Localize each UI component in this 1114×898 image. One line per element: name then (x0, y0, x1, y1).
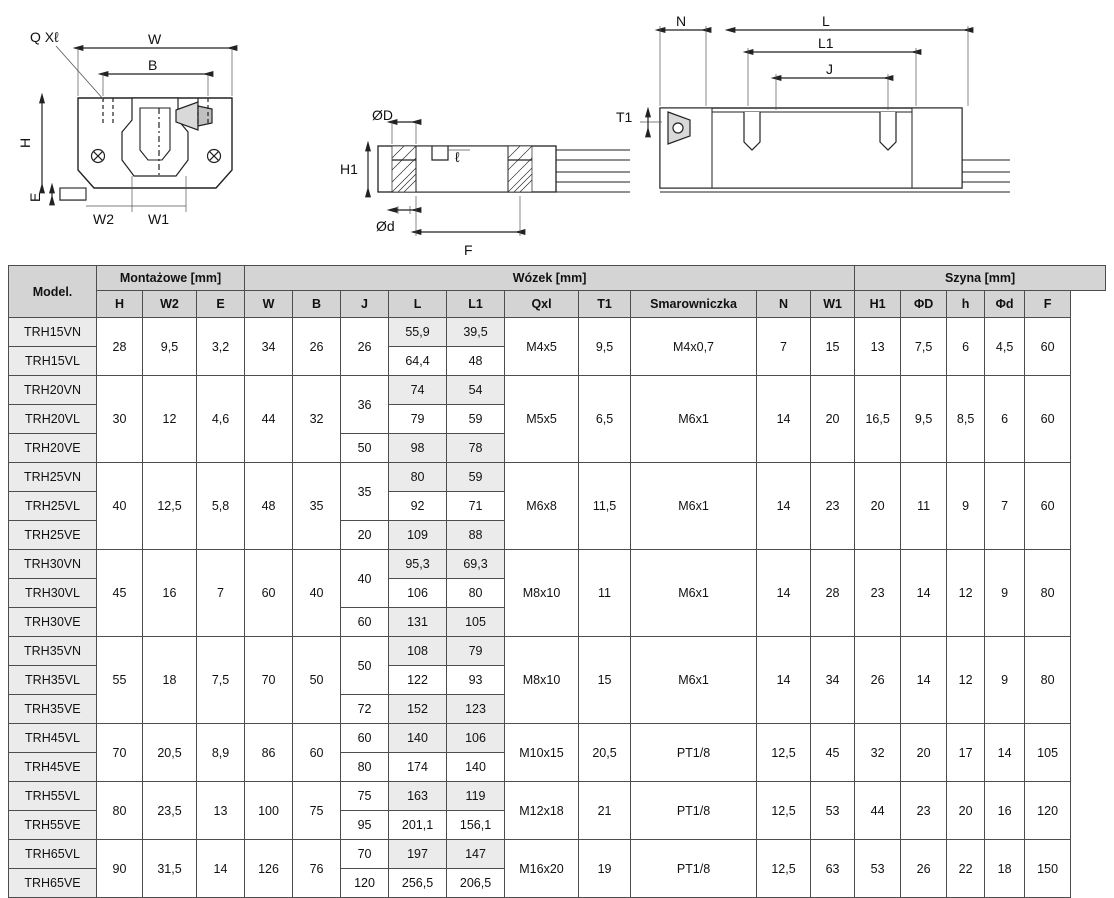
cell-N: 14 (757, 637, 811, 724)
cell-J: 75 (341, 782, 389, 811)
cell-N: 7 (757, 318, 811, 376)
cell-L: 98 (389, 434, 447, 463)
cell-E: 13 (197, 782, 245, 840)
cell-Qxl: M8x10 (505, 550, 579, 637)
drawing-svg (0, 0, 1114, 265)
cell-H1: 16,5 (855, 376, 901, 463)
cell-J: 35 (341, 463, 389, 521)
label-W2: W2 (93, 211, 114, 227)
front-view (42, 46, 232, 212)
header-L1: L1 (447, 291, 505, 318)
cell-T1: 9,5 (579, 318, 631, 376)
header-B: B (293, 291, 341, 318)
carriage-side-view (600, 26, 1010, 192)
cell-H: 55 (97, 637, 143, 724)
specification-table (8, 265, 1106, 898)
cell-H1: 32 (855, 724, 901, 782)
cell-W1: 34 (811, 637, 855, 724)
cell-h: 6 (947, 318, 985, 376)
cell-F: 80 (1025, 637, 1071, 724)
label-N: N (676, 13, 687, 29)
cell-E: 4,6 (197, 376, 245, 463)
label-T1: T1 (616, 109, 633, 125)
cell-W: 60 (245, 550, 293, 637)
cell-W1: 45 (811, 724, 855, 782)
cell-PhiD: 11 (901, 463, 947, 550)
table-column-header-row (9, 291, 1106, 318)
table-row (9, 782, 1106, 811)
cell-L: 92 (389, 492, 447, 521)
cell-W2: 23,5 (143, 782, 197, 840)
cell-PhiD: 9,5 (901, 376, 947, 463)
cell-J: 60 (341, 724, 389, 753)
cell-L1: 59 (447, 463, 505, 492)
cell-model: TRH20VN (9, 376, 97, 405)
label-E: E (27, 192, 43, 202)
cell-F: 105 (1025, 724, 1071, 782)
cell-model: TRH25VN (9, 463, 97, 492)
cell-W: 34 (245, 318, 293, 376)
cell-Qxl: M8x10 (505, 637, 579, 724)
cell-W: 48 (245, 463, 293, 550)
cell-L: 64,4 (389, 347, 447, 376)
cell-H1: 23 (855, 550, 901, 637)
cell-J: 70 (341, 840, 389, 869)
label-F: F (464, 242, 473, 258)
cell-smarowniczka: M6x1 (631, 463, 757, 550)
cell-model: TRH65VE (9, 869, 97, 898)
header-W2: W2 (143, 291, 197, 318)
cell-PhiD: 14 (901, 550, 947, 637)
cell-L1: 140 (447, 753, 505, 782)
cell-L: 80 (389, 463, 447, 492)
cell-W2: 12 (143, 376, 197, 463)
cell-L: 131 (389, 608, 447, 637)
cell-W2: 18 (143, 637, 197, 724)
cell-E: 5,8 (197, 463, 245, 550)
header-L: L (389, 291, 447, 318)
table-row (9, 318, 1106, 347)
cell-E: 3,2 (197, 318, 245, 376)
cell-L: 74 (389, 376, 447, 405)
cell-L1: 71 (447, 492, 505, 521)
cell-W2: 16 (143, 550, 197, 637)
cell-L1: 147 (447, 840, 505, 869)
rail-section-view (368, 122, 630, 236)
table-group-header-row (9, 266, 1106, 291)
table-row (9, 463, 1106, 492)
cell-W: 100 (245, 782, 293, 840)
cell-model: TRH25VL (9, 492, 97, 521)
cell-N: 14 (757, 550, 811, 637)
label-W: W (148, 31, 162, 47)
table-row (9, 376, 1106, 405)
cell-B: 35 (293, 463, 341, 550)
cell-B: 75 (293, 782, 341, 840)
header-W: W (245, 291, 293, 318)
cell-F: 150 (1025, 840, 1071, 898)
header-group-rail: Szyna [mm] (855, 266, 1106, 291)
cell-W2: 31,5 (143, 840, 197, 898)
header-H: H (97, 291, 143, 318)
cell-h: 12 (947, 550, 985, 637)
cell-J: 40 (341, 550, 389, 608)
label-OD: ØD (372, 107, 393, 123)
header-model: Model. (9, 266, 97, 318)
cell-B: 40 (293, 550, 341, 637)
cell-PhiD: 7,5 (901, 318, 947, 376)
cell-PhiD: 26 (901, 840, 947, 898)
cell-H1: 13 (855, 318, 901, 376)
cell-N: 14 (757, 463, 811, 550)
cell-H: 80 (97, 782, 143, 840)
cell-L1: 54 (447, 376, 505, 405)
cell-B: 60 (293, 724, 341, 782)
cell-L: 197 (389, 840, 447, 869)
cell-H1: 44 (855, 782, 901, 840)
cell-model: TRH55VL (9, 782, 97, 811)
cell-J: 50 (341, 434, 389, 463)
cell-H1: 26 (855, 637, 901, 724)
cell-PhiD: 20 (901, 724, 947, 782)
cell-model: TRH20VL (9, 405, 97, 434)
cell-W2: 9,5 (143, 318, 197, 376)
header-PhiD: ΦD (901, 291, 947, 318)
cell-model: TRH35VN (9, 637, 97, 666)
cell-T1: 19 (579, 840, 631, 898)
cell-L1: 123 (447, 695, 505, 724)
cell-H: 28 (97, 318, 143, 376)
cell-L1: 206,5 (447, 869, 505, 898)
cell-Qxl: M12x18 (505, 782, 579, 840)
cell-model: TRH65VL (9, 840, 97, 869)
cell-model: TRH30VN (9, 550, 97, 579)
cell-L1: 80 (447, 579, 505, 608)
cell-J: 72 (341, 695, 389, 724)
header-H1: H1 (855, 291, 901, 318)
cell-PhiD: 23 (901, 782, 947, 840)
header-N: N (757, 291, 811, 318)
cell-L: 163 (389, 782, 447, 811)
cell-W: 126 (245, 840, 293, 898)
cell-L1: 105 (447, 608, 505, 637)
header-Qxl: Qxl (505, 291, 579, 318)
cell-h: 20 (947, 782, 985, 840)
cell-L: 109 (389, 521, 447, 550)
cell-L: 256,5 (389, 869, 447, 898)
cell-W1: 15 (811, 318, 855, 376)
cell-L1: 69,3 (447, 550, 505, 579)
cell-Phid: 4,5 (985, 318, 1025, 376)
cell-Phid: 18 (985, 840, 1025, 898)
label-H1: H1 (340, 161, 358, 177)
cell-B: 50 (293, 637, 341, 724)
cell-L1: 39,5 (447, 318, 505, 347)
cell-model: TRH15VL (9, 347, 97, 376)
cell-J: 26 (341, 318, 389, 376)
cell-L: 79 (389, 405, 447, 434)
cell-smarowniczka: M6x1 (631, 376, 757, 463)
cell-W1: 23 (811, 463, 855, 550)
cell-Phid: 16 (985, 782, 1025, 840)
cell-H: 30 (97, 376, 143, 463)
cell-H1: 20 (855, 463, 901, 550)
cell-F: 60 (1025, 463, 1071, 550)
cell-PhiD: 14 (901, 637, 947, 724)
cell-H1: 53 (855, 840, 901, 898)
cell-E: 8,9 (197, 724, 245, 782)
cell-E: 7 (197, 550, 245, 637)
cell-L: 174 (389, 753, 447, 782)
cell-model: TRH30VL (9, 579, 97, 608)
header-h: h (947, 291, 985, 318)
cell-T1: 6,5 (579, 376, 631, 463)
cell-W1: 28 (811, 550, 855, 637)
cell-W2: 12,5 (143, 463, 197, 550)
cell-H: 90 (97, 840, 143, 898)
cell-B: 32 (293, 376, 341, 463)
cell-N: 14 (757, 376, 811, 463)
cell-h: 12 (947, 637, 985, 724)
header-F: F (1025, 291, 1071, 318)
technical-drawings (0, 0, 1114, 265)
cell-L: 95,3 (389, 550, 447, 579)
label-QXl: Q Xℓ (30, 29, 59, 45)
cell-Phid: 7 (985, 463, 1025, 550)
cell-J: 60 (341, 608, 389, 637)
cell-N: 12,5 (757, 840, 811, 898)
cell-J: 20 (341, 521, 389, 550)
header-group-mounting: Montażowe [mm] (97, 266, 245, 291)
cell-model: TRH20VE (9, 434, 97, 463)
cell-B: 26 (293, 318, 341, 376)
header-Phid: Φd (985, 291, 1025, 318)
cell-J: 50 (341, 637, 389, 695)
cell-Qxl: M10x15 (505, 724, 579, 782)
table-row (9, 550, 1106, 579)
label-H: H (17, 137, 33, 148)
cell-W1: 63 (811, 840, 855, 898)
cell-E: 7,5 (197, 637, 245, 724)
table-row (9, 637, 1106, 666)
label-B: B (148, 57, 158, 73)
cell-T1: 11,5 (579, 463, 631, 550)
label-W1: W1 (148, 211, 169, 227)
cell-smarowniczka: M6x1 (631, 550, 757, 637)
cell-h: 22 (947, 840, 985, 898)
cell-smarowniczka: PT1/8 (631, 782, 757, 840)
cell-F: 60 (1025, 318, 1071, 376)
label-Od: Ød (376, 218, 395, 234)
header-J: J (341, 291, 389, 318)
cell-smarowniczka: PT1/8 (631, 840, 757, 898)
cell-W1: 53 (811, 782, 855, 840)
cell-smarowniczka: PT1/8 (631, 724, 757, 782)
cell-Phid: 6 (985, 376, 1025, 463)
header-T1: T1 (579, 291, 631, 318)
label-J: J (826, 61, 833, 77)
cell-L: 122 (389, 666, 447, 695)
cell-Qxl: M4x5 (505, 318, 579, 376)
header-smarowniczka: Smarowniczka (631, 291, 757, 318)
cell-model: TRH55VE (9, 811, 97, 840)
cell-W: 44 (245, 376, 293, 463)
cell-L: 106 (389, 579, 447, 608)
cell-Phid: 14 (985, 724, 1025, 782)
cell-T1: 20,5 (579, 724, 631, 782)
cell-J: 120 (341, 869, 389, 898)
label-L: L (822, 13, 830, 29)
cell-W: 70 (245, 637, 293, 724)
cell-L1: 79 (447, 637, 505, 666)
cell-E: 14 (197, 840, 245, 898)
cell-smarowniczka: M4x0,7 (631, 318, 757, 376)
cell-W1: 20 (811, 376, 855, 463)
cell-J: 95 (341, 811, 389, 840)
cell-L: 201,1 (389, 811, 447, 840)
table-row (9, 724, 1106, 753)
cell-T1: 21 (579, 782, 631, 840)
cell-L: 140 (389, 724, 447, 753)
cell-F: 120 (1025, 782, 1071, 840)
cell-h: 8,5 (947, 376, 985, 463)
cell-model: TRH35VE (9, 695, 97, 724)
cell-L1: 119 (447, 782, 505, 811)
label-l: ℓ (455, 149, 460, 165)
header-W1: W1 (811, 291, 855, 318)
cell-H: 45 (97, 550, 143, 637)
cell-model: TRH45VE (9, 753, 97, 782)
cell-F: 80 (1025, 550, 1071, 637)
cell-Phid: 9 (985, 550, 1025, 637)
cell-h: 17 (947, 724, 985, 782)
cell-W: 86 (245, 724, 293, 782)
label-L1: L1 (818, 35, 834, 51)
cell-T1: 11 (579, 550, 631, 637)
cell-model: TRH15VN (9, 318, 97, 347)
cell-L: 152 (389, 695, 447, 724)
cell-L1: 78 (447, 434, 505, 463)
cell-B: 76 (293, 840, 341, 898)
cell-F: 60 (1025, 376, 1071, 463)
cell-Phid: 9 (985, 637, 1025, 724)
cell-Qxl: M6x8 (505, 463, 579, 550)
cell-H: 40 (97, 463, 143, 550)
cell-J: 36 (341, 376, 389, 434)
cell-L1: 88 (447, 521, 505, 550)
cell-model: TRH45VL (9, 724, 97, 753)
cell-J: 80 (341, 753, 389, 782)
cell-L1: 93 (447, 666, 505, 695)
cell-H: 70 (97, 724, 143, 782)
cell-N: 12,5 (757, 782, 811, 840)
cell-L: 108 (389, 637, 447, 666)
cell-L1: 156,1 (447, 811, 505, 840)
cell-L1: 48 (447, 347, 505, 376)
cell-Qxl: M16x20 (505, 840, 579, 898)
cell-h: 9 (947, 463, 985, 550)
cell-T1: 15 (579, 637, 631, 724)
cell-L1: 59 (447, 405, 505, 434)
cell-smarowniczka: M6x1 (631, 637, 757, 724)
header-group-carriage: Wózek [mm] (245, 266, 855, 291)
header-E: E (197, 291, 245, 318)
cell-L1: 106 (447, 724, 505, 753)
cell-Qxl: M5x5 (505, 376, 579, 463)
cell-model: TRH25VE (9, 521, 97, 550)
table-row (9, 840, 1106, 869)
cell-model: TRH30VE (9, 608, 97, 637)
cell-N: 12,5 (757, 724, 811, 782)
cell-model: TRH35VL (9, 666, 97, 695)
cell-W2: 20,5 (143, 724, 197, 782)
cell-L: 55,9 (389, 318, 447, 347)
